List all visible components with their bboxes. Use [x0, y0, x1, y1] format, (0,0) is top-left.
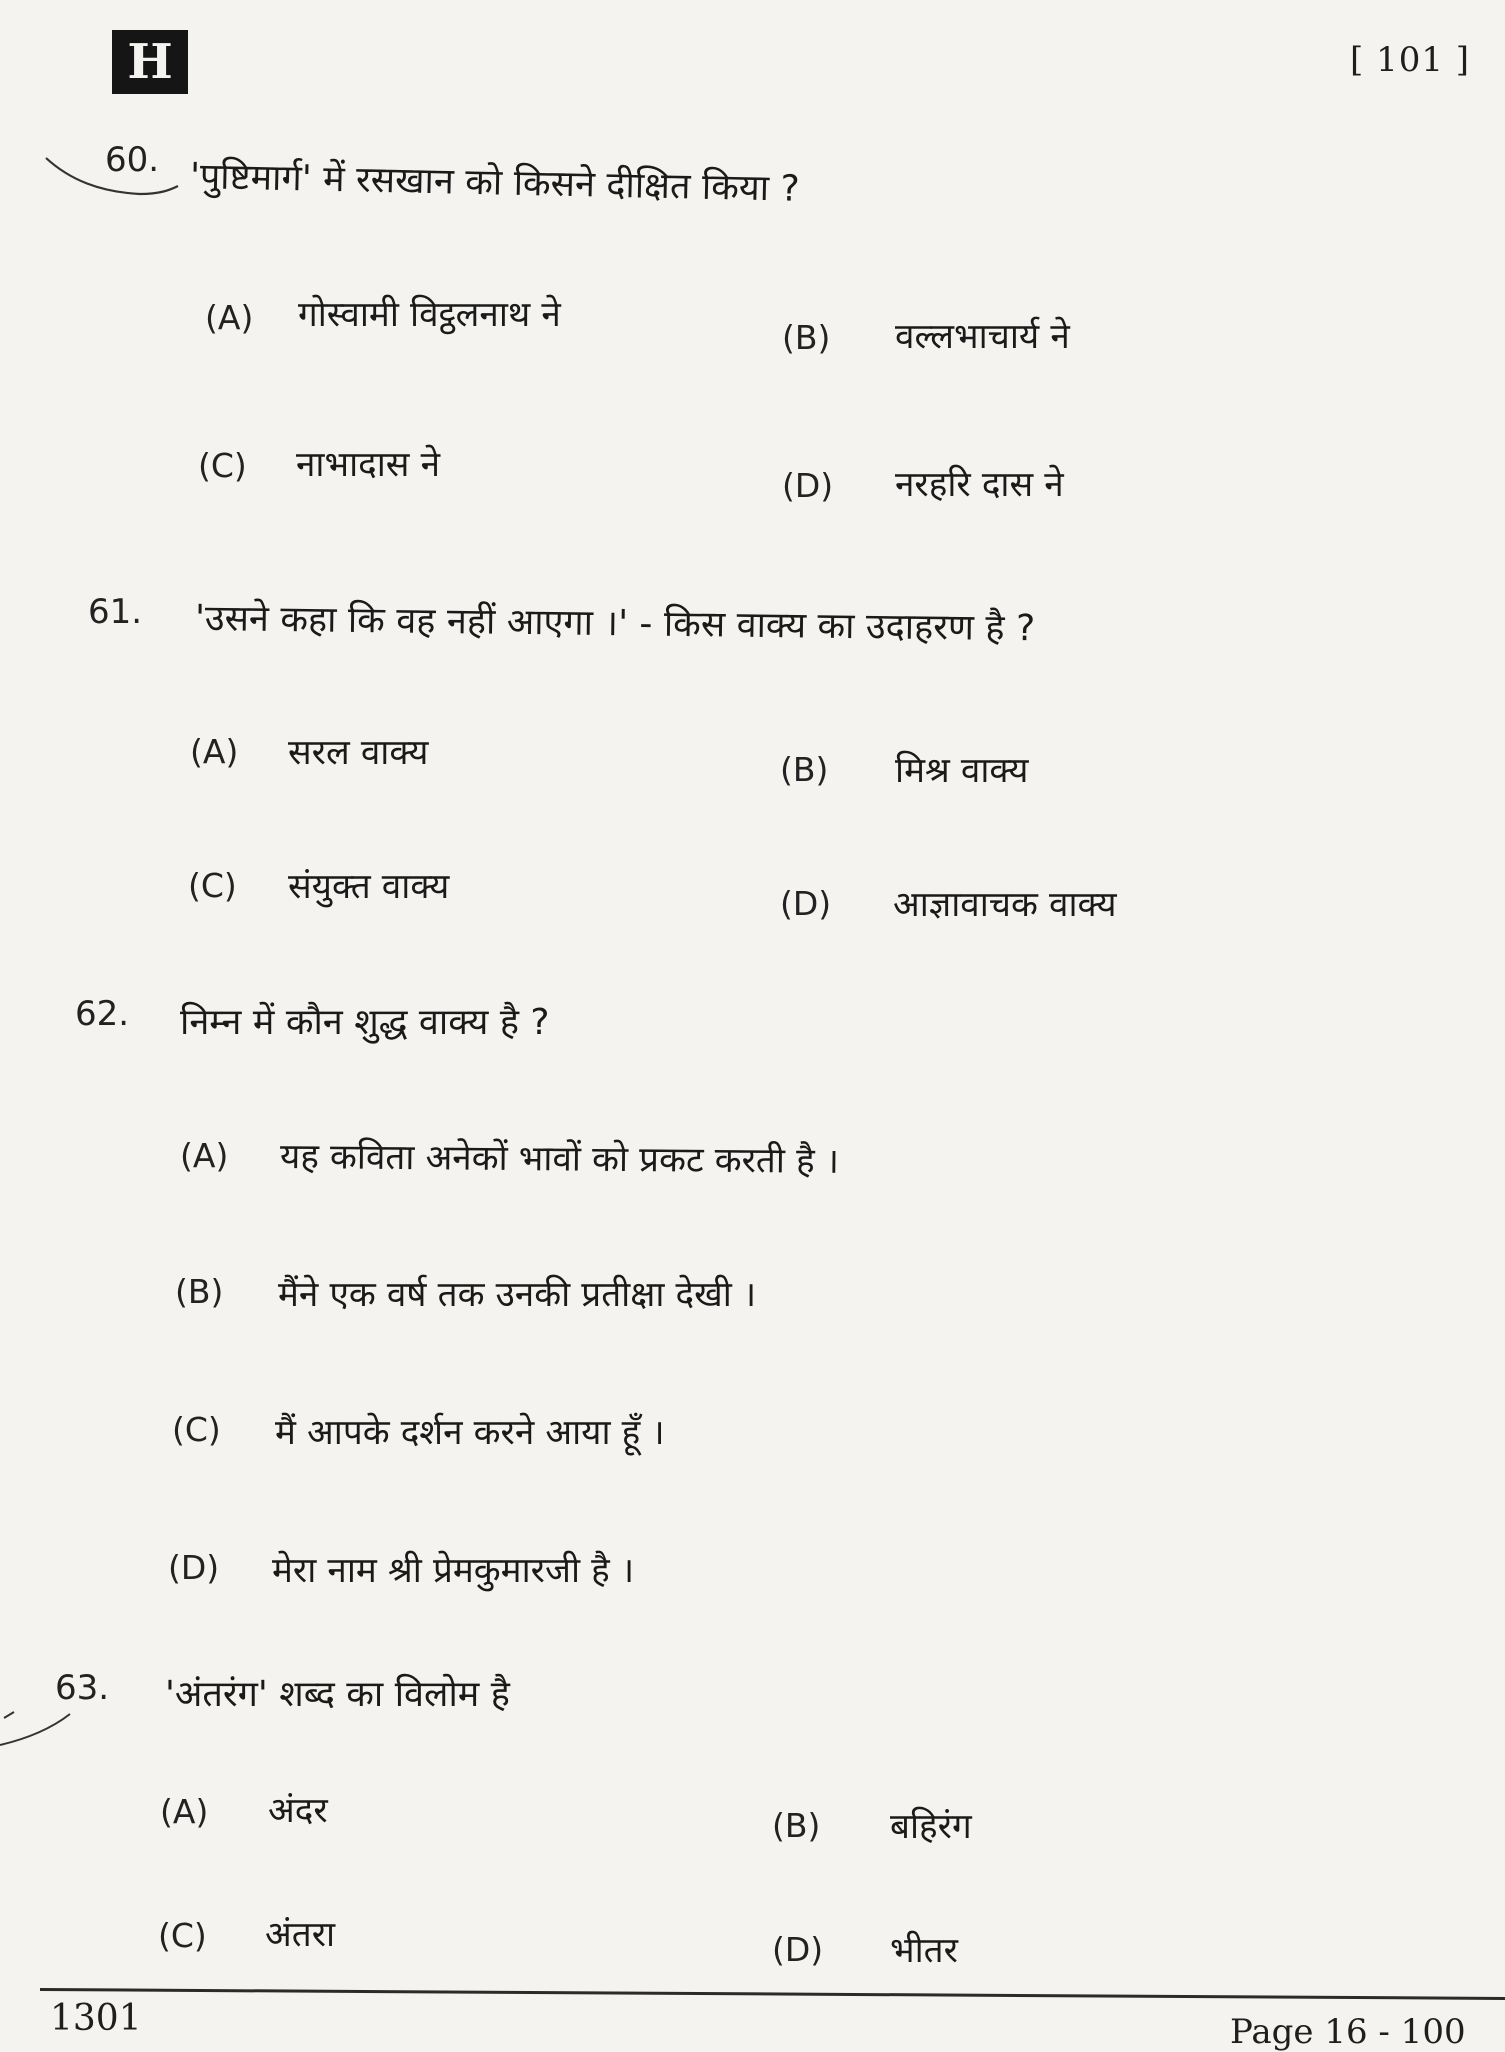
option-text: वल्लभाचार्य ने [895, 317, 1070, 357]
question-text: निम्न में कौन शुद्ध वाक्य है ? [180, 1002, 550, 1043]
option-text: मैं आपके दर्शन करने आया हूँ । [275, 1413, 665, 1453]
option-text: अंदर [268, 1791, 328, 1831]
series-badge: H [112, 30, 188, 94]
option-label: (D) [782, 466, 834, 505]
option-label: (A) [205, 298, 254, 337]
option-label: (A) [190, 732, 239, 771]
option-text: यह कविता अनेकों भावों को प्रकट करती है । [279, 1137, 840, 1182]
option-label: (D) [168, 1548, 220, 1587]
question-text: 'उसने कहा कि वह नहीं आएगा ।' - किस वाक्य का उदाहरण है ? [194, 598, 1036, 650]
question-number: 60. [105, 140, 160, 180]
option-text: मेरा नाम श्री प्रेमकुमारजी है । [272, 1551, 635, 1591]
question-number: 61. [88, 592, 143, 632]
option-label: (C) [158, 1916, 207, 1955]
option-label: (C) [188, 866, 237, 905]
option-text: सरल वाक्य [288, 733, 429, 773]
option-text: मिश्र वाक्य [895, 751, 1029, 791]
page-code: [ 101 ] [1350, 40, 1471, 80]
option-text: संयुक्त वाक्य [288, 867, 450, 907]
booklet-code: 1301 [50, 1998, 142, 2039]
option-text: नरहरि दास ने [895, 465, 1064, 505]
option-label: (D) [780, 884, 832, 923]
option-text: मैंने एक वर्ष तक उनकी प्रतीक्षा देखी । [278, 1275, 757, 1315]
question-number: 62. [75, 994, 130, 1034]
option-label: (B) [772, 1806, 821, 1845]
option-label: (C) [172, 1410, 221, 1449]
option-text: भीतर [890, 1931, 958, 1971]
option-text: अंतरा [265, 1915, 336, 1955]
option-label: (B) [782, 318, 831, 357]
page-number: Page 16 - 100 [1230, 2012, 1466, 2052]
option-label: (C) [198, 446, 247, 485]
option-label: (A) [160, 1792, 209, 1831]
question-text: 'पुष्टिमार्ग' में रसखान को किसने दीक्षित किया ? [189, 156, 801, 210]
question-number: 63. [55, 1668, 110, 1708]
option-label: (A) [180, 1136, 229, 1175]
option-text: नाभादास ने [296, 445, 441, 485]
option-label: (B) [780, 750, 829, 789]
option-label: (D) [772, 1930, 824, 1969]
option-text: गोस्वामी विट्ठलनाथ ने [298, 295, 561, 335]
question-text: 'अंतरंग' शब्द का विलोम है [165, 1674, 510, 1715]
option-label: (B) [175, 1272, 224, 1311]
option-text: बहिरंग [890, 1807, 972, 1847]
option-text: आज्ञावाचक वाक्य [893, 885, 1117, 925]
